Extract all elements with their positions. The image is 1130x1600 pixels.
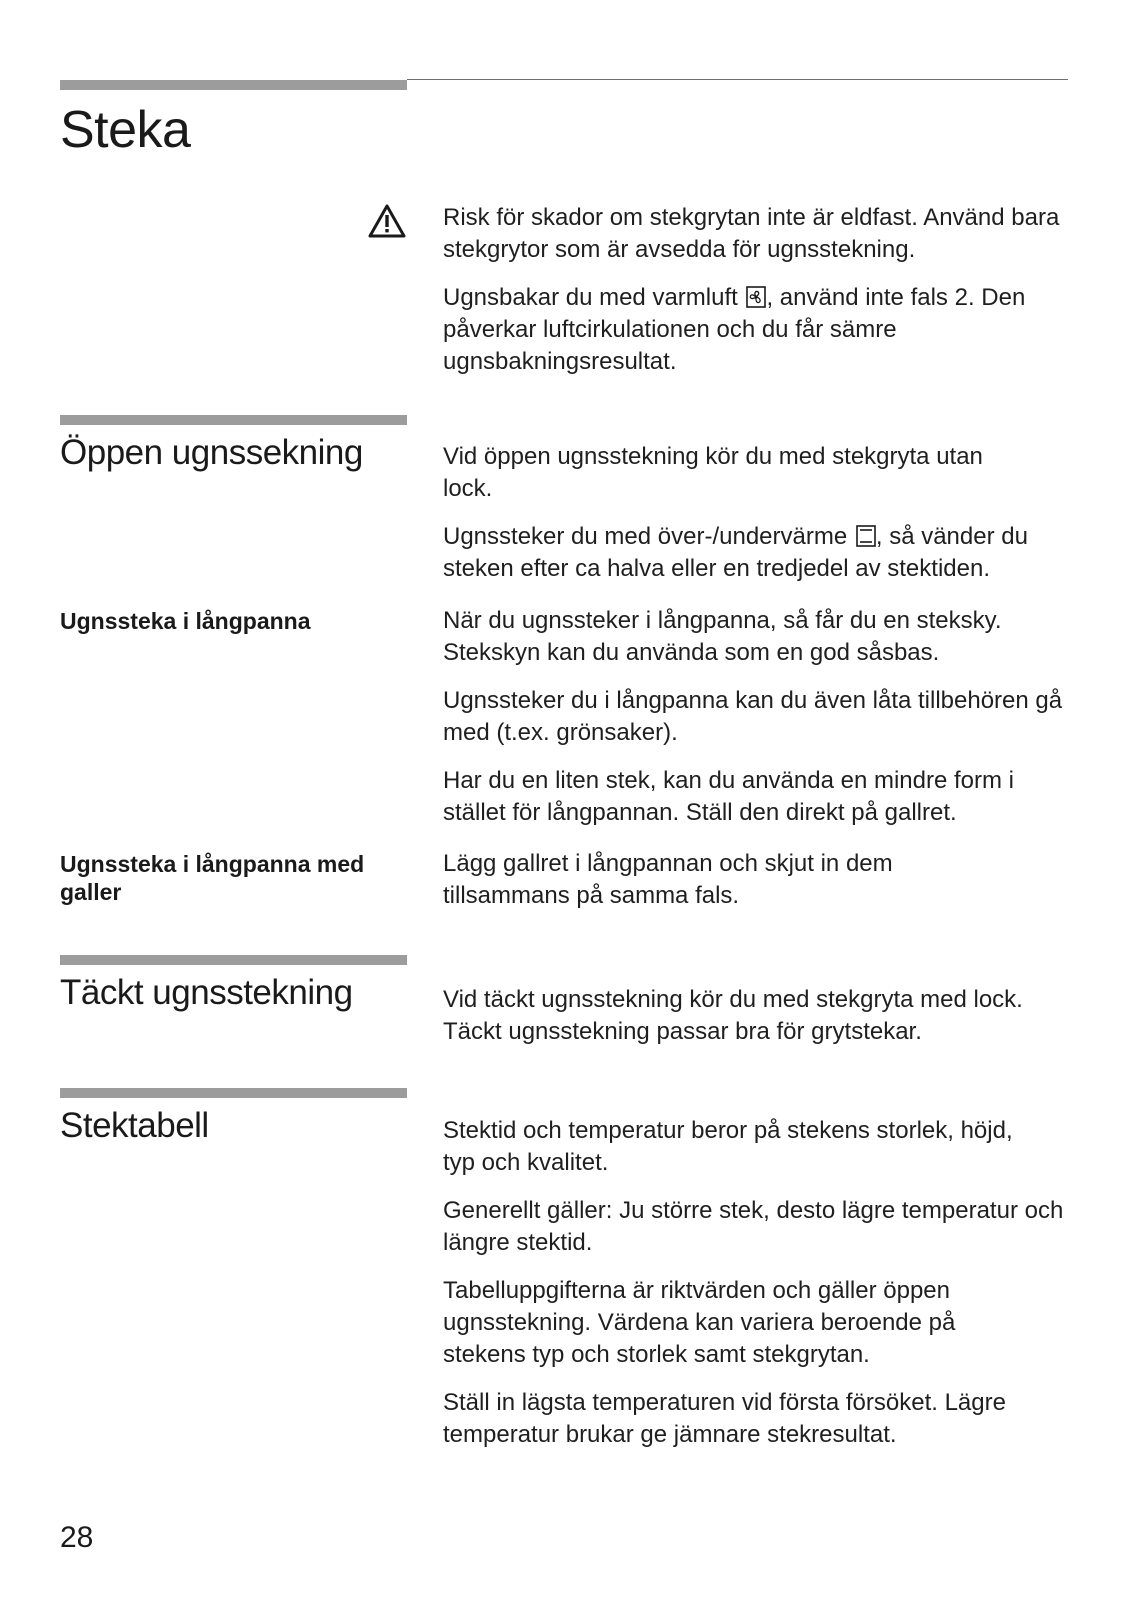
- section-rule-covered-roasting: [60, 955, 407, 965]
- subheading-roast-in-pan: Ugnssteka i långpanna: [60, 608, 311, 634]
- open-roasting-p2-after: , så vänder du steken efter ca halva eller en tredjedel av stektiden.: [443, 523, 1028, 582]
- roasting-table-p1: Stektid och temperatur beror på stekens storlek, höjd, typ och kvalitet.: [443, 1117, 1013, 1176]
- roast-in-pan-with-rack-body: [443, 848, 1078, 912]
- open-roasting-p2-before: Ugnssteker du med över-/undervärme: [443, 523, 854, 550]
- roast-in-pan-with-rack-p1: Lägg gallret i långpannan och skjut in dem tillsammans på samma fals.: [443, 850, 893, 909]
- hot-air-paragraph: [443, 282, 1078, 378]
- roasting-table-p4: Ställ in lägsta temperaturen vid första försöket. Lägre temperatur brukar ge jämnare stekresultat.: [443, 1389, 1006, 1448]
- intro-body: [443, 202, 1078, 378]
- section-heading-covered-roasting: Täckt ugnsstekning: [60, 973, 353, 1012]
- page-title: Steka: [60, 101, 191, 159]
- hot-air-fan-icon: [746, 286, 766, 308]
- roasting-table-p3: Tabelluppgifterna är riktvärden och gäller öppen ugnsstekning. Värdena kan variera beroende på stekens typ och storlek samt stekgrytan.: [443, 1277, 956, 1368]
- covered-roasting-p1: Vid täckt ugnsstekning kör du med stekgryta med lock. Täckt ugnsstekning passar bra för grytstekar.: [443, 986, 1023, 1045]
- page-number: 28: [60, 1521, 94, 1554]
- open-roasting-p2: [443, 521, 1078, 585]
- section-heading-open-roasting: Öppen ugnssekning: [60, 433, 363, 472]
- subheading-roast-in-pan-with-rack: Ugnssteka i långpanna med galler: [60, 851, 365, 905]
- roast-in-pan-p3: Har du en liten stek, kan du använda en mindre form i stället för långpannan. Ställ den direkt på gallret.: [443, 767, 1014, 826]
- section-rule-roasting-table: [60, 1088, 407, 1098]
- section-rule-open-roasting: [60, 415, 407, 425]
- roasting-table-body: [443, 1115, 1078, 1451]
- hot-air-text-after: , använd inte fals 2. Den påverkar luftcirkulationen och du får sämre ugnsbakningsresultat.: [443, 284, 1026, 375]
- section-heading-roasting-table: Stektabell: [60, 1106, 209, 1145]
- top-bottom-heat-icon: [856, 525, 876, 547]
- roast-in-pan-p1: När du ugnssteker i långpanna, så får du en steksky. Stekskyn kan du använda som en god såsbas.: [443, 607, 1002, 666]
- title-rule-thick: [60, 80, 407, 90]
- covered-roasting-body: [443, 984, 1078, 1048]
- title-rule-thin: [407, 79, 1068, 80]
- roast-in-pan-p2: Ugnssteker du i långpanna kan du även låta tillbehören gå med (t.ex. grönsaker).: [443, 687, 1063, 746]
- hot-air-text-before: Ugnsbakar du med varmluft: [443, 284, 745, 311]
- roast-in-pan-body: [443, 605, 1078, 829]
- warning-paragraph: Risk för skador om stekgrytan inte är eldfast. Använd bara stekgrytor som är avsedda för ugnsstekning.: [443, 204, 1060, 263]
- open-roasting-body: [443, 441, 1078, 585]
- open-roasting-p1: Vid öppen ugnsstekning kör du med stekgryta utan lock.: [443, 443, 983, 502]
- warning-triangle-icon: [368, 204, 406, 238]
- roasting-table-p2: Generellt gäller: Ju större stek, desto lägre temperatur och längre stektid.: [443, 1197, 1064, 1256]
